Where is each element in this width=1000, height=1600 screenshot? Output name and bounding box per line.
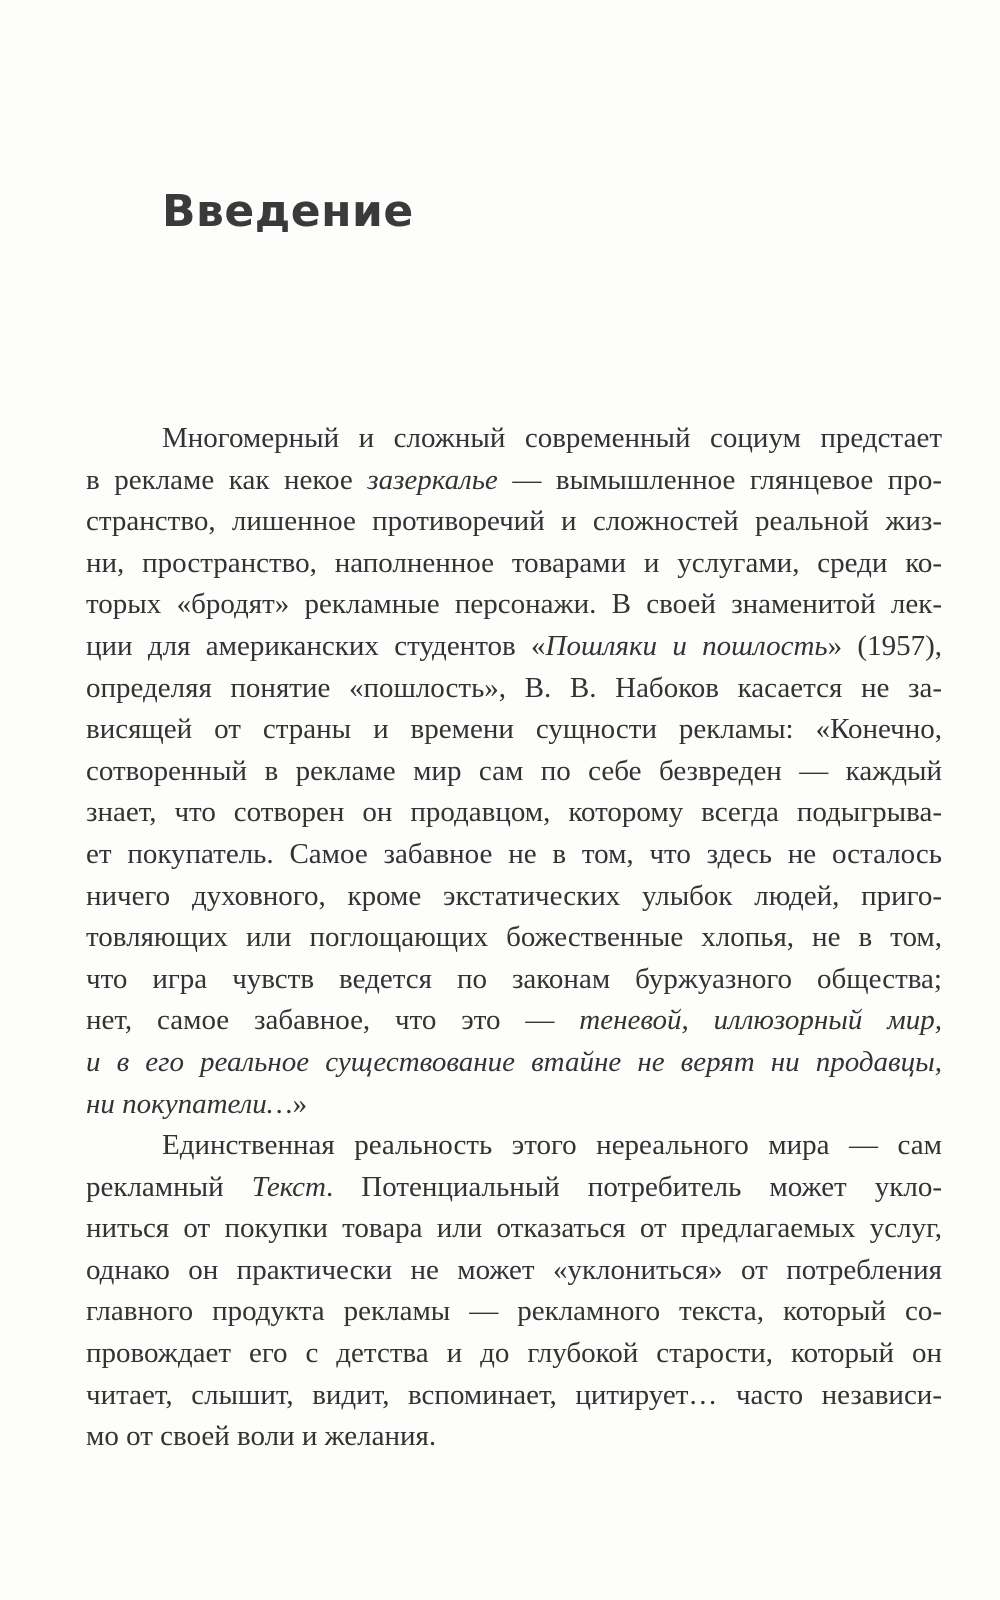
paragraph-2-line-7: читает, слышит, видит, вспоминает, цитирует… часто независи-: [86, 1378, 942, 1411]
italic-lecture-title: Пошляки и пошлость: [545, 629, 828, 662]
paragraph-2-line-4: однако он практически не может «уклониться» от потребления: [86, 1253, 942, 1286]
paragraph-2-line-3: ниться от покупки товара или отказаться от предлагаемых услуг,: [86, 1212, 942, 1245]
text-segment: » (1957),: [827, 629, 942, 662]
text-segment: . Потенциальный потребитель может укло-: [325, 1170, 942, 1203]
paragraph-1-line-12: ничего духовного, кроме экстатических улыбок людей, приго-: [86, 879, 942, 912]
paragraph-1-line-1: Многомерный и сложный современный социум предстает: [162, 422, 942, 454]
paragraph-1-line-13: товляющих или поглощающих божественные хлопья, не в том,: [86, 921, 942, 954]
italic-term: зазеркалье: [367, 463, 498, 496]
chapter-title: Введение: [162, 186, 414, 237]
text-segment: рекламный: [86, 1170, 252, 1203]
paragraph-1-line-10: знает, что сотворен он продавцом, которому всегда подыгрыва-: [86, 796, 942, 829]
text-segment: ции для американских студентов «: [86, 629, 546, 662]
paragraph-2-line-6: провождает его с детства и до глубокой старости, который он: [86, 1337, 942, 1370]
paragraph-1-line-7: определяя понятие «пошлость», В. В. Набоков касается не за-: [86, 671, 942, 704]
paragraph-1-line-14: что игра чувств ведется по законам буржуазного общества;: [86, 962, 942, 995]
paragraph-1-line-8: висящей от страны и времени сущности рекламы: «Конечно,: [86, 713, 942, 746]
closing-quote-mark: »: [292, 1087, 308, 1120]
italic-quote: теневой, иллюзорный мир,: [579, 1004, 942, 1037]
paragraph-2-line-8: мо от своей воли и желания.: [86, 1420, 437, 1453]
paragraph-1-line-6: [86, 626, 942, 668]
body-text: [86, 418, 942, 1458]
italic-quote: ни покупатели…: [86, 1087, 293, 1120]
paragraph-1-line-17: [86, 1084, 942, 1126]
paragraph-1-line-16: и в его реальное существование втайне не верят ни продавцы,: [86, 1045, 942, 1078]
paragraph-1-line-5: торых «бродят» рекламные персонажи. В своей знаменитой лек-: [86, 588, 942, 621]
paragraph-1-line-3: странство, лишенное противоречий и сложностей реальной жиз-: [86, 505, 942, 538]
paragraph-2-line-1: Единственная реальность этого нереального мира — сам: [162, 1129, 942, 1162]
paragraph-2-line-2: [86, 1167, 942, 1209]
text-segment: в рекламе как некое: [86, 463, 368, 496]
paragraph-1-line-11: ет покупатель. Самое забавное не в том, что здесь не осталось: [86, 837, 942, 870]
text-segment: — вымышленное глянцевое про-: [497, 463, 942, 496]
paragraph-1-line-15: [86, 1000, 942, 1042]
paragraph-1-line-4: ни, пространство, наполненное товарами и услугами, среди ко-: [86, 546, 942, 579]
text-segment: нет, самое забавное, что это —: [86, 1004, 580, 1037]
italic-term: Текст: [251, 1170, 326, 1203]
paragraph-1-line-9: сотворенный в рекламе мир сам по себе безвреден — каждый: [86, 754, 942, 787]
paragraph-1-line-2: [86, 460, 942, 502]
paragraph-2-line-5: главного продукта рекламы — рекламного текста, который со-: [86, 1295, 942, 1328]
